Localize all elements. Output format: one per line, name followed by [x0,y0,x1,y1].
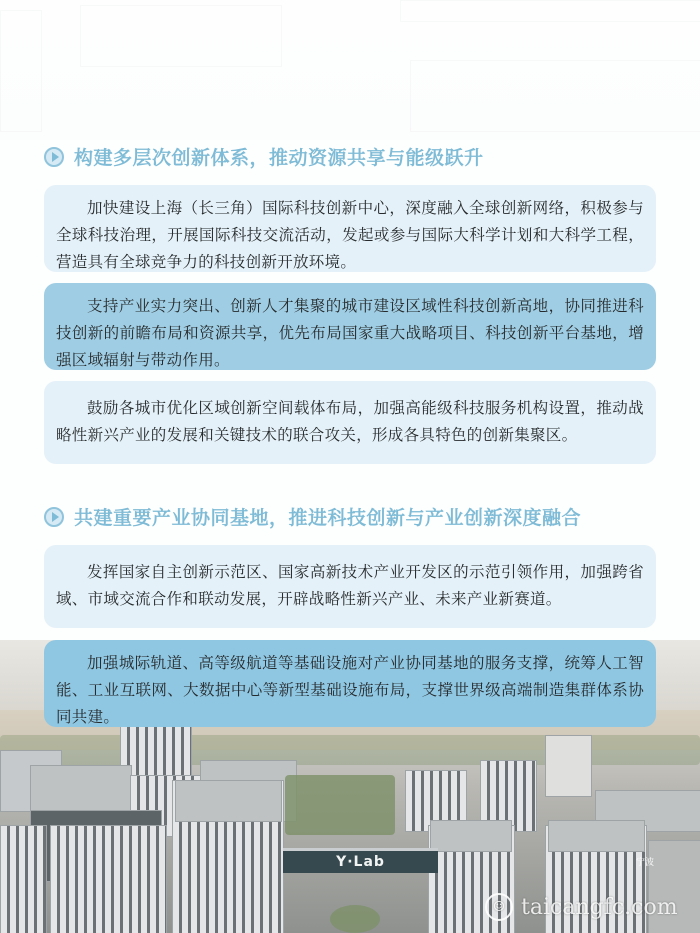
card-2-1-text: 发挥国家自主创新示范区、国家高新技术产业开发区的示范引领作用，加强跨省域、市域交流合作和联动发展，开辟战略性新兴产业、未来产业新赛道。 [56,563,644,608]
play-circle-icon [44,507,64,527]
card-1-1 [44,185,656,272]
faint-city-outline [0,0,700,140]
card-1-2 [44,283,656,370]
card-2-2-text: 加强城际轨道、高等级航道等基础设施对产业协同基地的服务支撑，统筹人工智能、工业互联网、大数据中心等新型基础设施布局，支撑世界级高端制造集群体系协同共建。 [56,654,644,726]
card-1-3 [44,381,656,464]
play-circle-icon [44,147,64,167]
section-title-1 [44,143,484,170]
watermark-text: taicangfc.com [521,894,678,920]
card-2-1 [44,545,656,628]
ylab-sign: Y·Lab [283,848,438,873]
card-1-3-text: 鼓励各城市优化区域创新空间载体布局，加强高能级科技服务机构设置，推动战略性新兴产业的发展和关键技术的联合攻关，形成各具特色的创新集聚区。 [56,399,644,444]
card-1-1-text: 加快建设上海（长三角）国际科技创新中心，深度融入全球创新网络，积极参与全球科技治理，开展国际科技交流活动，发起或参与国际大科学计划和大科学工程，营造具有全球竞争力的科技创新开放环境。 [56,199,644,271]
card-2-2 [44,640,656,727]
watermark [485,893,678,921]
place-label: 宁波 [636,858,655,868]
section-title-2 [44,503,581,530]
smiley-icon: ☺ [485,893,513,921]
section-title-2-text: 共建重要产业协同基地，推进科技创新与产业创新深度融合 [74,507,582,529]
section-title-1-text: 构建多层次创新体系，推动资源共享与能级跃升 [74,147,484,169]
card-1-2-text: 支持产业实力突出、创新人才集聚的城市建设区域性科技创新高地，协同推进科技创新的前瞻布局和资源共享，优先布局国家重大战略项目、科技创新平台基地，增强区域辐射与带动作用。 [56,297,644,369]
